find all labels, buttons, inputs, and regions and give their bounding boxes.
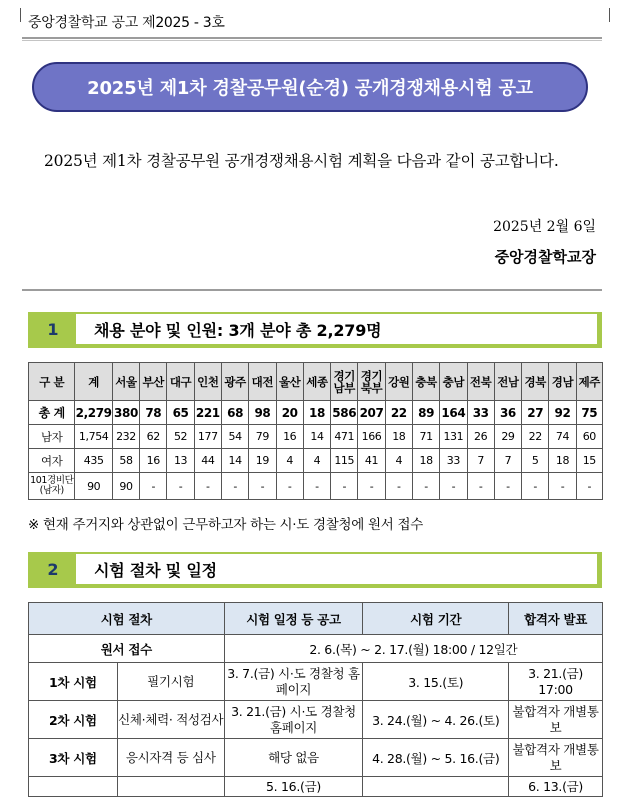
table-cell: 90 xyxy=(75,473,112,500)
recruitment-header-row xyxy=(29,363,603,401)
header-cell: 전남 xyxy=(494,363,521,401)
exam-period xyxy=(363,777,509,797)
table-cell: 20 xyxy=(276,401,303,425)
application-label: 원서 접수 xyxy=(29,635,225,663)
table-cell: 89 xyxy=(412,401,439,425)
table-cell: 58 xyxy=(112,449,139,473)
table-cell: 166 xyxy=(358,425,385,449)
application-note: ※ 현재 주거지와 상관없이 근무하고자 하는 시·도 경찰청에 원서 접수 xyxy=(28,517,423,533)
table-cell: 36 xyxy=(494,401,521,425)
exam-period: 3. 24.(월) ~ 4. 26.(토) xyxy=(363,701,509,739)
table-cell: - xyxy=(167,473,194,500)
header-cell: 서울 xyxy=(112,363,139,401)
header-cell: 시험 기간 xyxy=(363,603,509,635)
table-cell: - xyxy=(303,473,330,500)
issuer-name: 중앙경찰학교장 xyxy=(494,248,596,266)
table-cell: 98 xyxy=(249,401,276,425)
table-cell: 74 xyxy=(549,425,576,449)
table-row xyxy=(29,449,603,473)
exam-notice: 3. 21.(금) 시·도 경찰청 홈페이지 xyxy=(224,701,363,739)
header-cell: 충북 xyxy=(412,363,439,401)
table-cell: 380 xyxy=(112,401,139,425)
header-cell: 구 분 xyxy=(29,363,75,401)
section-1-title: 채용 분야 및 인원: 3개 분야 총 2,279명 xyxy=(94,320,382,340)
header-cell: 대전 xyxy=(249,363,276,401)
table-cell: 68 xyxy=(221,401,248,425)
recruitment-table xyxy=(28,362,603,500)
table-cell: - xyxy=(412,473,439,500)
table-cell: - xyxy=(276,473,303,500)
header-cell: 경북 xyxy=(522,363,549,401)
table-cell: - xyxy=(331,473,358,500)
table-cell: 41 xyxy=(358,449,385,473)
table-cell: 22 xyxy=(522,425,549,449)
schedule-row xyxy=(29,777,603,797)
table-cell: 131 xyxy=(440,425,467,449)
table-cell: 16 xyxy=(140,449,167,473)
table-cell: - xyxy=(358,473,385,500)
table-cell: - xyxy=(467,473,494,500)
section-2-title: 시험 절차 및 일정 xyxy=(94,560,217,580)
table-cell: 18 xyxy=(549,449,576,473)
table-cell: - xyxy=(549,473,576,500)
table-cell: 62 xyxy=(140,425,167,449)
table-cell: 207 xyxy=(358,401,385,425)
exam-stage: 1차 시험 xyxy=(29,663,118,701)
schedule-row xyxy=(29,739,603,777)
header-cell: 전북 xyxy=(467,363,494,401)
table-cell: 4 xyxy=(276,449,303,473)
table-cell: 1,754 xyxy=(75,425,112,449)
header-cell: 시험 일정 등 공고 xyxy=(224,603,363,635)
exam-type: 응시자격 등 심사 xyxy=(117,739,224,777)
header-cell: 계 xyxy=(75,363,112,401)
exam-type: 신체·체력· 적성검사 xyxy=(117,701,224,739)
table-cell: 164 xyxy=(440,401,467,425)
table-cell: 29 xyxy=(494,425,521,449)
table-cell: 4 xyxy=(303,449,330,473)
table-cell: 18 xyxy=(385,425,412,449)
schedule-application-row xyxy=(29,635,603,663)
table-cell: 79 xyxy=(249,425,276,449)
table-cell: - xyxy=(494,473,521,500)
intro-paragraph: 2025년 제1차 경찰공무원 공개경쟁채용시험 계획을 다음과 같이 공고합니다. xyxy=(44,152,559,170)
table-cell: 65 xyxy=(167,401,194,425)
row-label: 여자 xyxy=(29,449,75,473)
exam-result: 불합격자 개별통보 xyxy=(509,739,603,777)
exam-result: 6. 13.(금) xyxy=(509,777,603,797)
header-cell: 충남 xyxy=(440,363,467,401)
document-number: 중앙경찰학교 공고 제2025 - 3호 xyxy=(28,15,225,31)
table-cell: 26 xyxy=(467,425,494,449)
table-cell: 586 xyxy=(331,401,358,425)
table-cell: - xyxy=(140,473,167,500)
table-cell: - xyxy=(194,473,221,500)
section-1-header xyxy=(28,312,602,348)
exam-stage: 2차 시험 xyxy=(29,701,118,739)
exam-notice: 3. 7.(금) 시·도 경찰청 홈페이지 xyxy=(224,663,363,701)
exam-type xyxy=(117,777,224,797)
table-cell: 52 xyxy=(167,425,194,449)
header-cell: 인천 xyxy=(194,363,221,401)
table-cell: 90 xyxy=(112,473,139,500)
table-cell: 27 xyxy=(522,401,549,425)
table-cell: 14 xyxy=(303,425,330,449)
table-row xyxy=(29,425,603,449)
table-cell: 435 xyxy=(75,449,112,473)
table-cell: 92 xyxy=(549,401,576,425)
schedule-body xyxy=(29,663,603,797)
table-row xyxy=(29,401,603,425)
application-period: 2. 6.(목) ~ 2. 17.(월) 18:00 / 12일간 xyxy=(224,635,602,663)
header-cell: 경기남부 xyxy=(331,363,358,401)
row-label: 총 계 xyxy=(29,401,75,425)
table-cell: - xyxy=(522,473,549,500)
table-cell: - xyxy=(249,473,276,500)
table-cell: 60 xyxy=(576,425,602,449)
header-cell: 경남 xyxy=(549,363,576,401)
table-cell: 4 xyxy=(385,449,412,473)
section-2-header xyxy=(28,552,602,588)
table-cell: 33 xyxy=(467,401,494,425)
exam-stage xyxy=(29,777,118,797)
table-cell: 14 xyxy=(221,449,248,473)
header-cell: 경기북부 xyxy=(358,363,385,401)
table-row xyxy=(29,473,603,500)
table-cell: 232 xyxy=(112,425,139,449)
table-cell: - xyxy=(440,473,467,500)
table-cell: 115 xyxy=(331,449,358,473)
table-cell: 7 xyxy=(467,449,494,473)
schedule-row xyxy=(29,663,603,701)
header-cell: 시험 절차 xyxy=(29,603,225,635)
header-cell: 합격자 발표 xyxy=(509,603,603,635)
table-cell: 15 xyxy=(576,449,602,473)
announcement-title-text: 2025년 제1차 경찰공무원(순경) 공개경쟁채용시험 공고 xyxy=(87,78,533,99)
header-cell: 세종 xyxy=(303,363,330,401)
header-cell: 부산 xyxy=(140,363,167,401)
row-label: 101경비단(남자) xyxy=(29,473,75,500)
page-corner-mark xyxy=(600,8,610,22)
exam-notice: 5. 16.(금) xyxy=(224,777,363,797)
header-cell: 대구 xyxy=(167,363,194,401)
header-cell: 울산 xyxy=(276,363,303,401)
exam-type: 필기시험 xyxy=(117,663,224,701)
table-cell: 7 xyxy=(494,449,521,473)
header-cell: 강원 xyxy=(385,363,412,401)
table-cell: 78 xyxy=(140,401,167,425)
recruitment-body xyxy=(29,401,603,500)
header-divider xyxy=(22,37,602,41)
table-cell: 18 xyxy=(412,449,439,473)
table-cell: - xyxy=(576,473,602,500)
exam-result: 불합격자 개별통보 xyxy=(509,701,603,739)
table-cell: 54 xyxy=(221,425,248,449)
row-label: 남자 xyxy=(29,425,75,449)
exam-result: 3. 21.(금) 17:00 xyxy=(509,663,603,701)
exam-period: 4. 28.(월) ~ 5. 16.(금) xyxy=(363,739,509,777)
table-cell: - xyxy=(221,473,248,500)
exam-period: 3. 15.(토) xyxy=(363,663,509,701)
table-cell: 75 xyxy=(576,401,602,425)
table-cell: 19 xyxy=(249,449,276,473)
section-divider xyxy=(22,289,602,292)
table-cell: 2,279 xyxy=(75,401,112,425)
table-cell: 16 xyxy=(276,425,303,449)
announcement-title xyxy=(32,62,588,112)
schedule-header-row xyxy=(29,603,603,635)
section-1-number: 1 xyxy=(30,314,76,344)
table-cell: 71 xyxy=(412,425,439,449)
schedule-row xyxy=(29,701,603,739)
table-cell: 471 xyxy=(331,425,358,449)
table-cell: - xyxy=(385,473,412,500)
table-cell: 18 xyxy=(303,401,330,425)
exam-notice: 해당 없음 xyxy=(224,739,363,777)
table-cell: 22 xyxy=(385,401,412,425)
exam-stage: 3차 시험 xyxy=(29,739,118,777)
table-cell: 5 xyxy=(522,449,549,473)
schedule-table xyxy=(28,602,603,797)
table-cell: 13 xyxy=(167,449,194,473)
table-cell: 33 xyxy=(440,449,467,473)
table-cell: 177 xyxy=(194,425,221,449)
table-cell: 221 xyxy=(194,401,221,425)
announcement-date: 2025년 2월 6일 xyxy=(493,219,596,235)
header-cell: 제주 xyxy=(576,363,602,401)
section-2-number: 2 xyxy=(30,554,76,584)
table-cell: 44 xyxy=(194,449,221,473)
header-cell: 광주 xyxy=(221,363,248,401)
